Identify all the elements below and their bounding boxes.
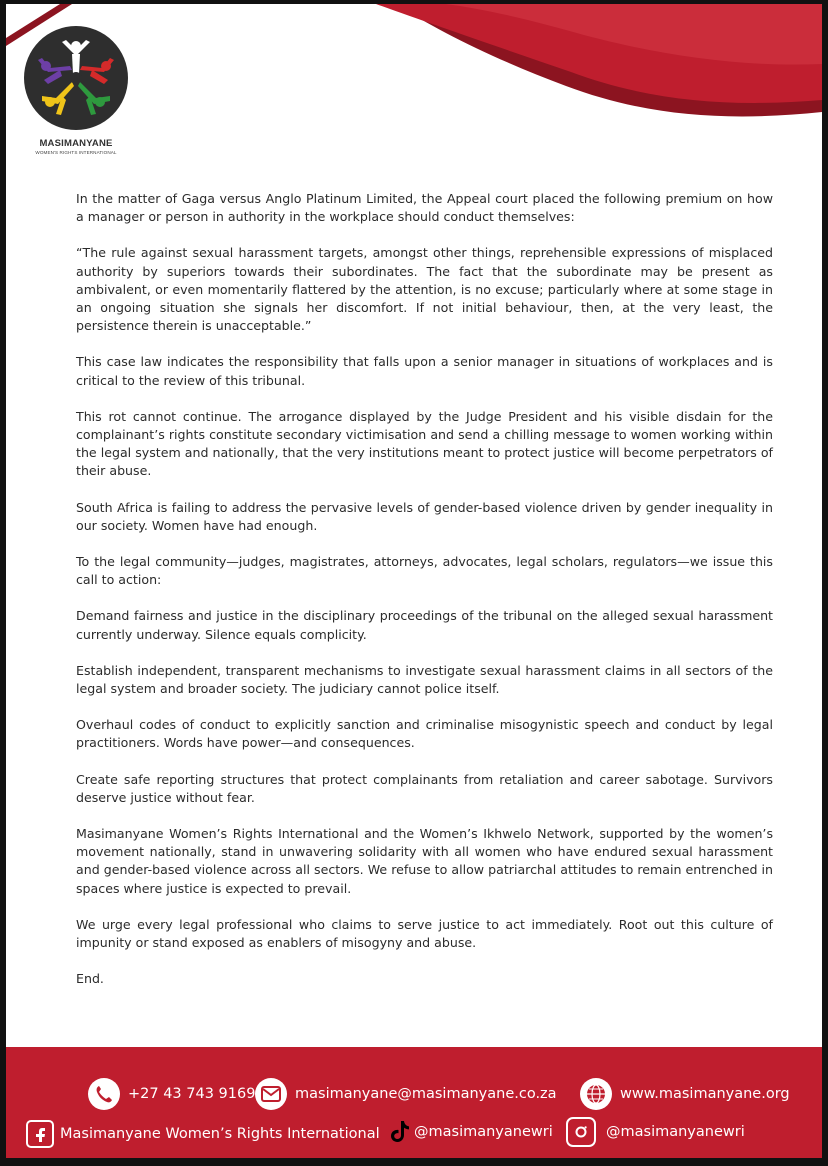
facebook-icon [26, 1120, 54, 1148]
instagram-contact[interactable] [566, 1117, 745, 1147]
paragraph: Create safe reporting structures that protect complainants from retaliation and career sabotage. Survivors deserve justice without fear. [76, 771, 773, 805]
logo-subtitle: WOMEN'S RIGHTS INTERNATIONAL [35, 150, 117, 155]
phone-icon [88, 1078, 120, 1110]
phone-contact[interactable] [88, 1078, 255, 1110]
footer-contact-bar [6, 1047, 822, 1158]
paragraph: Demand fairness and justice in the disciplinary proceedings of the tribunal on the alleged sexual harassment currently underway. Silence equals complicity. [76, 608, 773, 642]
mail-icon [255, 1078, 287, 1110]
paragraph: This case law indicates the responsibility that falls upon a senior manager in situations of workplaces and is critical to the review of this tribunal. [76, 354, 773, 388]
website-contact[interactable] [580, 1078, 790, 1110]
phone-number: +27 43 743 9169 [128, 1086, 256, 1102]
paragraph: Overhaul codes of conduct to explicitly sanction and criminalise misogynistic speech and conduct by legal practitioners. Words have power—and consequences. [76, 717, 773, 751]
tiktok-icon [390, 1120, 410, 1144]
instagram-handle: @masimanyanewri [606, 1124, 745, 1140]
paragraph: This rot cannot continue. The arrogance displayed by the Judge President and his visible disdain for the complainant’s rights constitute secondary victimisation and send a chilling message to women working within the legal system and nationally, that the very institutions meant to protect justice will become perpetrators of their abuse. [76, 408, 773, 479]
closing: End. [76, 971, 104, 987]
tiktok-handle: @masimanyanewri [414, 1124, 553, 1140]
logo-name: MASIMANYANE [39, 138, 113, 149]
paragraph: Establish independent, transparent mechanisms to investigate sexual harassment claims in all sectors of the legal system and broader society. The judiciary cannot police itself. [76, 662, 773, 697]
email-address: masimanyane@masimanyane.co.za [295, 1086, 557, 1102]
facebook-contact[interactable] [26, 1120, 380, 1148]
logo-figures-icon [24, 26, 128, 130]
email-contact[interactable] [255, 1078, 557, 1110]
paragraph: In the matter of Gaga versus Anglo Platinum Limited, the Appeal court placed the following premium on how a manager or person in authority in the workplace should conduct themselves: [76, 191, 773, 225]
instagram-icon [566, 1117, 596, 1147]
tiktok-contact[interactable] [390, 1120, 553, 1144]
letter-page [6, 4, 822, 1158]
globe-icon [580, 1078, 612, 1110]
organization-logo [22, 26, 130, 164]
paragraph: South Africa is failing to address the pervasive levels of gender-based violence driven by gender inequality in our society. Women have had enough. [76, 499, 773, 533]
facebook-handle: Masimanyane Women’s Rights International [60, 1126, 380, 1142]
website-url: www.masimanyane.org [620, 1086, 790, 1102]
paragraph: To the legal community—judges, magistrates, attorneys, advocates, legal scholars, regulators—we issue this call to action: [76, 554, 773, 588]
paragraph: “The rule against sexual harassment targets, amongst other things, reprehensible expressions of misplaced authority by superiors towards their subordinates. The fact that the subordinate may be present as ambivalent, or even momentarily flattered by the attention, is no excuse; particularly where at some stage in an ongoing situation she signals her discomfort. If not initial behaviour, then, at the very least, the persistence therein is unacceptable.” [76, 245, 773, 334]
paragraph: Masimanyane Women’s Rights International and the Women’s Ikhwelo Network, supported by the women’s movement nationally, stand in unwavering solidarity with all women who have endured sexual harassment and gender-based violence across all sectors. We refuse to allow patriarchal attitudes to remain entrenched in spaces where justice is expected to prevail. [76, 826, 773, 896]
paragraph: We urge every legal professional who claims to serve justice to act immediately. Root out this culture of impunity or stand exposed as enablers of misogyny and abuse. [76, 916, 773, 951]
letter-body [76, 190, 773, 1007]
